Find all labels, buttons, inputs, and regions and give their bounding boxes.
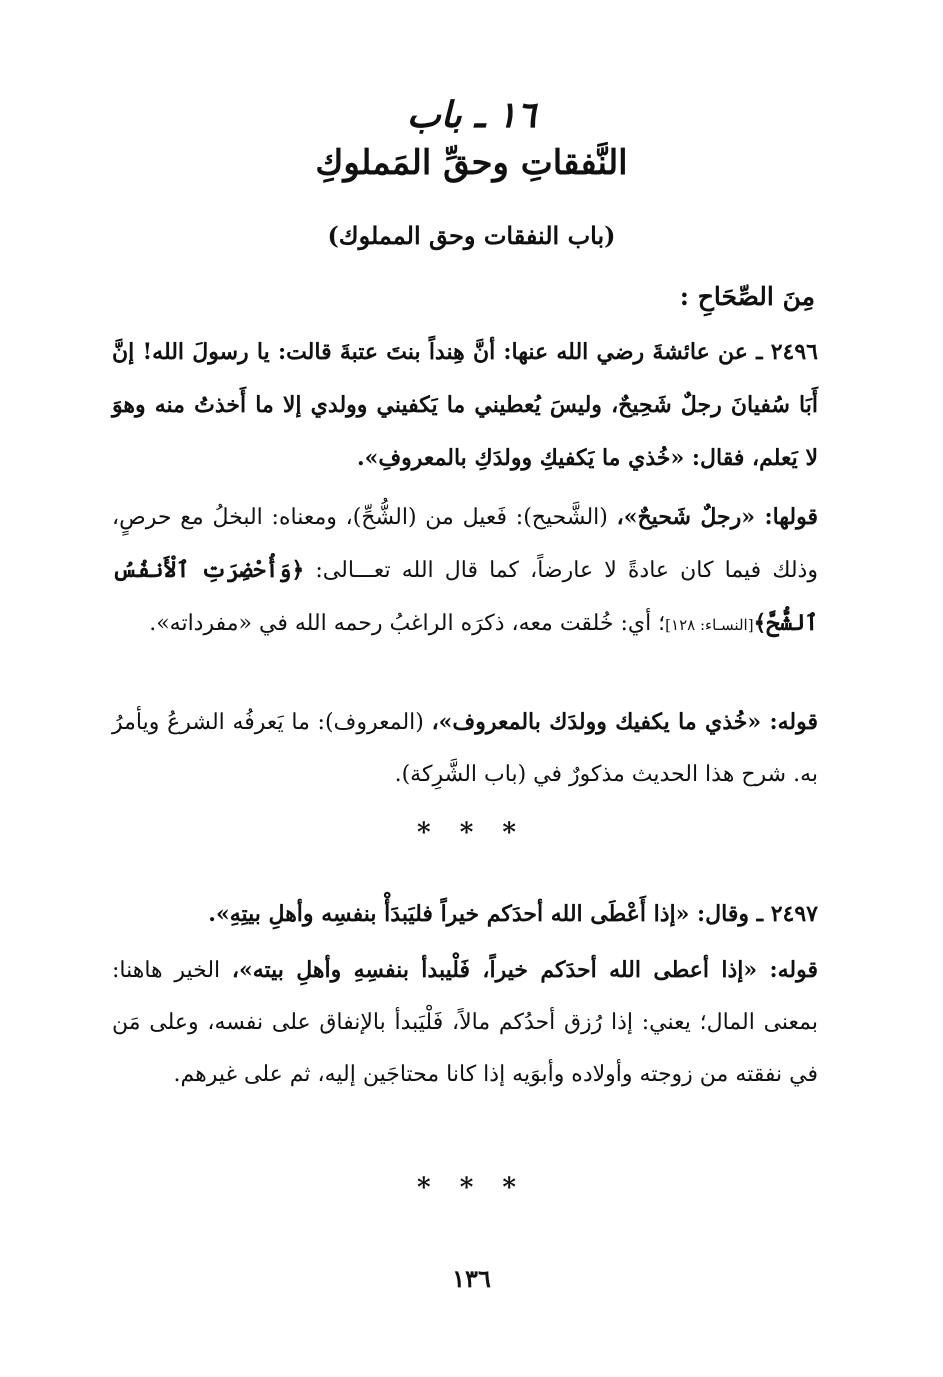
commentary-shahih: [112, 491, 818, 651]
commentary-maruf-text: (المعروف): ما يَعرفُه الشرعُ ويأمرُ به. شرح هذا الحديث مذكورٌ في (باب الشَّرِكة).: [112, 710, 818, 787]
commentary-maruf: [112, 696, 818, 801]
chapter-heading: ١٦ ـ باب: [406, 94, 537, 136]
hadith-2497-text: ٢٤٩٧ ـ وقال: «إذا أَعْطَى الله أحدَكم خيراً فليَبدَأْ بنفسِه وأهلِ بيتِهِ».: [208, 901, 818, 927]
commentary-khayr-text: الخير هاهنا: بمعنى المال؛ يعني: إذا رُزق أحدُكم مالاً، فَلْيَبدأ بالإنفاق على نفسه، وعلى مَن في نفقته من زوجته وأولاده وأبوَيه إذا كانا محتاجَين إليه، ثم على غيرهم.: [112, 958, 818, 1087]
hadith-2496-text: ٢٤٩٦ ـ عن عائشةَ رضي الله عنها: أنَّ هِنداً بنتَ عتبةَ قالت: يا رسولَ الله! إنَّ أَبَا سُفيانَ رجلٌ شَحِيحٌ، وليسَ يُعطيني ما يَكفيني وولدي إلا ما أَخذتُ منه وهوَ لا يَعلم، فقال: «خُذي ما يَكفيكِ وولدَكِ بالمعروفِ».: [112, 339, 818, 471]
page-number: ١٣٦: [452, 1264, 491, 1293]
chapter-subtitle: (باب النفقات وحق المملوك): [327, 221, 616, 250]
separator-stars: * * *: [417, 818, 526, 848]
quran-verse: ﴿وَأُحْضِرَتِ ٱلْأَنفُسُ ٱلشُّحَّ﴾: [112, 557, 818, 636]
hadith-2497: [112, 888, 818, 941]
section-label: مِنَ الصِّحَاحِ :: [679, 282, 815, 311]
commentary-shahih-rest: ؛ أي: خُلقت معه، ذكرَه الراغبُ رحمه الله في «مفرداته».: [149, 611, 666, 636]
hadith-2496: [112, 326, 818, 485]
commentary-maruf-quote: قوله: «خُذي ما يكفيك وولدَك بالمعروف»،: [431, 709, 818, 735]
commentary-shahih-text: (الشَّحيح): فَعيل من (الشُّحِّ)، ومعناه: البخلُ مع حرصٍ، وذلك فيما كان عادةً لا عارضاً، كما قال الله تعـــالى:: [112, 505, 818, 583]
commentary-khayr-quote: قوله: «إذا أعطى الله أحدَكم خيراً، فَلْيبدأ بنفسِهِ وأهلِ بيته»،: [231, 957, 818, 983]
chapter-title: النَّفقاتِ وحقِّ المَملوكِ: [315, 143, 628, 183]
commentary-khayr: [112, 944, 818, 1101]
quran-reference: [النسـاء: ١٢٨]: [665, 616, 754, 634]
commentary-shahih-quote: قولها: «رجلٌ شَحيحٌ»،: [616, 504, 818, 530]
separator-stars: * * *: [417, 1173, 526, 1203]
